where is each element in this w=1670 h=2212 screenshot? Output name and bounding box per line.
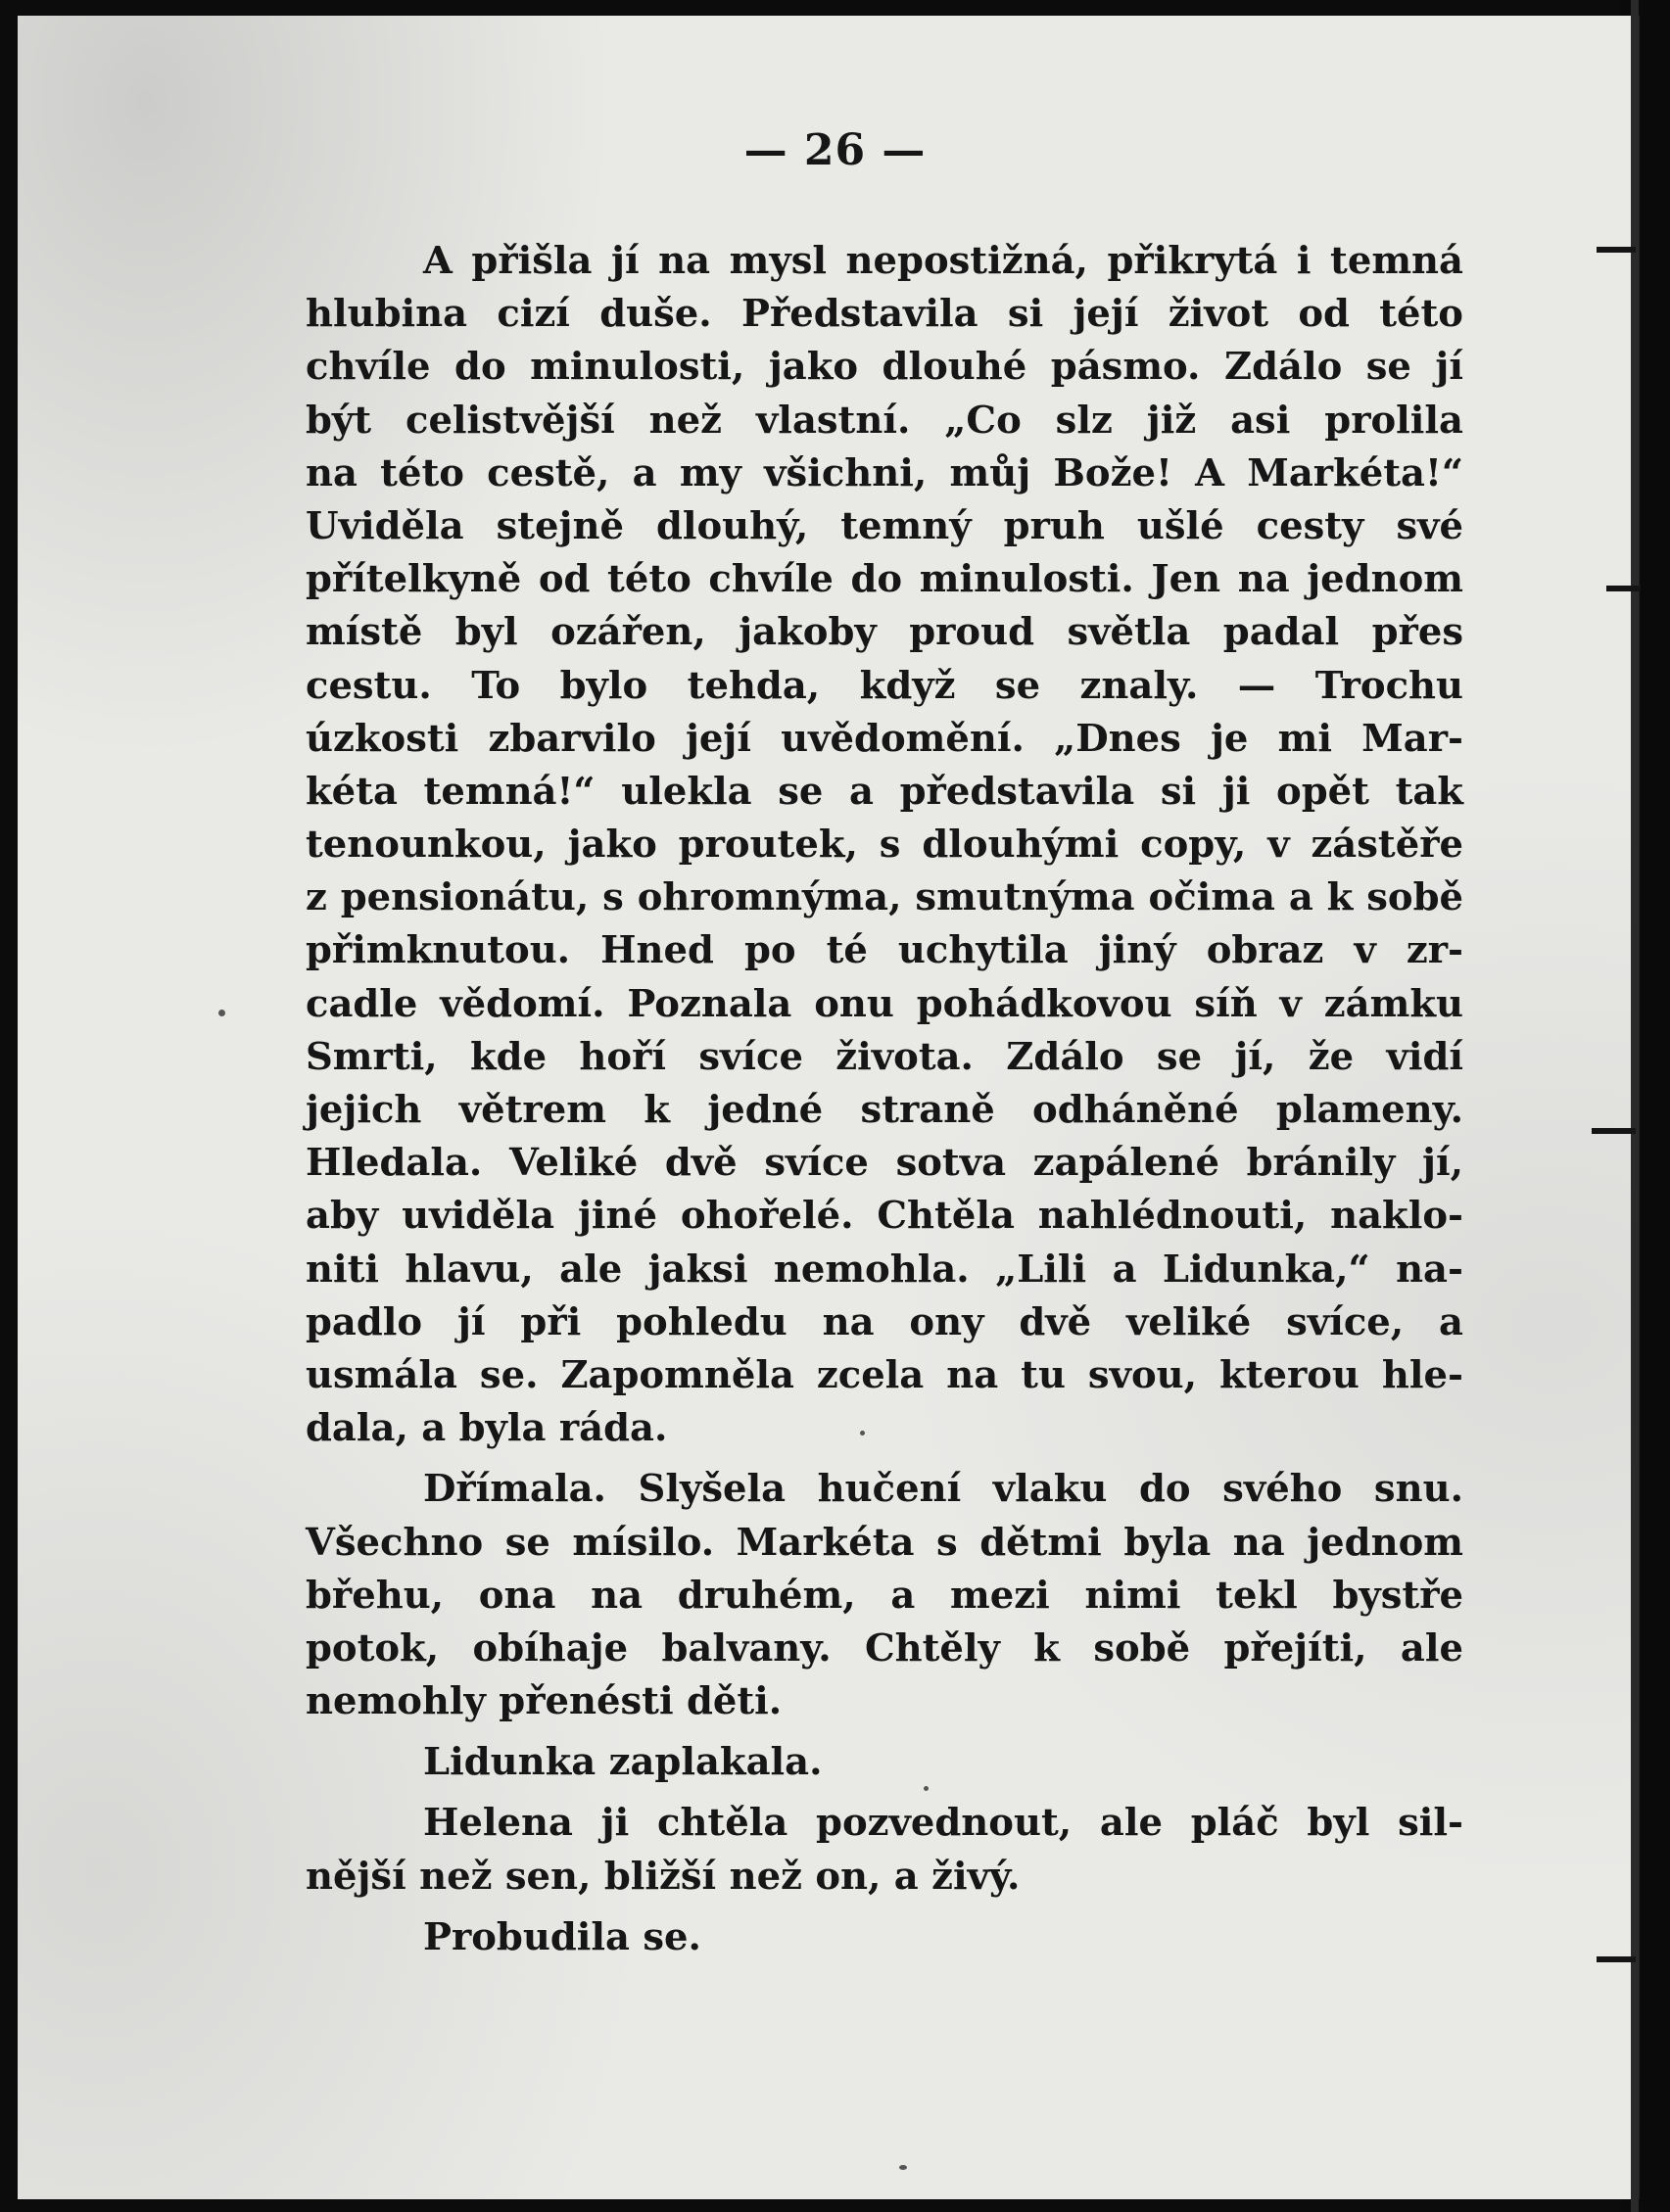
- text-line: být celistvější než vlastní. „Co slz již asi prolila: [306, 398, 1463, 443]
- text-line: břehu, ona na druhém, a mezi nimi tekl bystře: [306, 1573, 1463, 1618]
- text-line: padlo jí při pohledu na ony dvě veliké svíce, a: [306, 1299, 1463, 1344]
- page-edge-line: [1631, 0, 1639, 2212]
- text-line: Helena ji chtěla pozvednout, ale pláč byl sil-: [423, 1801, 1463, 1846]
- text-line: přítelkyně od této chvíle do minulosti. Jen na jednom: [306, 557, 1463, 602]
- text-line: kéta temná!“ ulekla se a představila si ji opět tak: [306, 769, 1463, 814]
- text-line: Hledala. Veliké dvě svíce sotva zapálené bránily jí,: [306, 1141, 1463, 1186]
- text-line: Uviděla stejně dlouhý, temný pruh ušlé cesty své: [306, 503, 1463, 548]
- edge-mark: [1597, 247, 1636, 253]
- text-line: Smrti, kde hoří svíce života. Zdálo se jí, že vidí: [306, 1034, 1463, 1079]
- edge-mark: [1597, 1956, 1636, 1962]
- text-line: Dřímala. Slyšela hučení vlaku do svého snu.: [423, 1467, 1463, 1512]
- text-line: nější než sen, bližší než on, a živý.: [306, 1854, 1021, 1899]
- text-line: chvíle do minulosti, jako dlouhé pásmo. Zdálo se jí: [306, 345, 1463, 390]
- text-line: jejich větrem k jedné straně odháněné plameny.: [306, 1088, 1463, 1132]
- page-number: — 26 —: [743, 125, 927, 175]
- edge-mark: [1606, 586, 1641, 591]
- text-line: místě byl ozářen, jakoby proud světla padal přes: [306, 610, 1463, 655]
- edge-mark: [1592, 1128, 1636, 1134]
- paragraph: [306, 235, 1463, 1455]
- paragraph: [306, 1463, 1463, 1728]
- paragraph: [306, 1797, 1463, 1903]
- paragraph: [306, 1911, 1463, 1964]
- text-line: na této cestě, a my všichni, můj Bože! A Markéta!“: [306, 450, 1463, 495]
- text-line: hlubina cizí duše. Představila si její život od této: [306, 292, 1463, 337]
- dust-speck: [218, 1010, 225, 1016]
- text-line: usmála se. Zapomněla zcela na tu svou, kterou hle-: [306, 1352, 1463, 1397]
- paragraph: [306, 1736, 1463, 1789]
- text-line: cadle vědomí. Poznala onu pohádkovou síň v zámku: [306, 981, 1463, 1026]
- text-line: cestu. To bylo tehda, když se znaly. — Trochu: [306, 663, 1463, 708]
- body-text: [306, 235, 1463, 1964]
- text-line: dala, a byla ráda.: [306, 1406, 668, 1451]
- text-line: Lidunka zaplakala.: [423, 1740, 823, 1785]
- text-line: nemohly přenésti děti.: [306, 1679, 783, 1724]
- text-line: A přišla jí na mysl nepostižná, přikrytá i temná: [423, 239, 1463, 283]
- text-line: přimknutou. Hned po té uchytila jiný obraz v zr-: [306, 928, 1463, 973]
- text-line: aby uviděla jiné ohořelé. Chtěla nahlédnouti, naklo-: [306, 1194, 1463, 1239]
- text-line: z pensionátu, s ohromnýma, smutnýma očima a k sobě: [306, 875, 1463, 920]
- text-line: úzkosti zbarvilo její uvědomění. „Dnes je mi Mar-: [306, 716, 1463, 761]
- text-line: tenounkou, jako proutek, s dlouhými copy, v zástěře: [306, 823, 1463, 868]
- text-line: Všechno se mísilo. Markéta s dětmi byla na jednom: [306, 1520, 1463, 1565]
- dust-speck: [899, 2165, 907, 2170]
- text-line: Probudila se.: [423, 1914, 701, 1959]
- text-line: potok, obíhaje balvany. Chtěly k sobě přejíti, ale: [306, 1625, 1463, 1671]
- text-line: niti hlavu, ale jaksi nemohla. „Lili a Lidunka,“ na-: [306, 1247, 1463, 1292]
